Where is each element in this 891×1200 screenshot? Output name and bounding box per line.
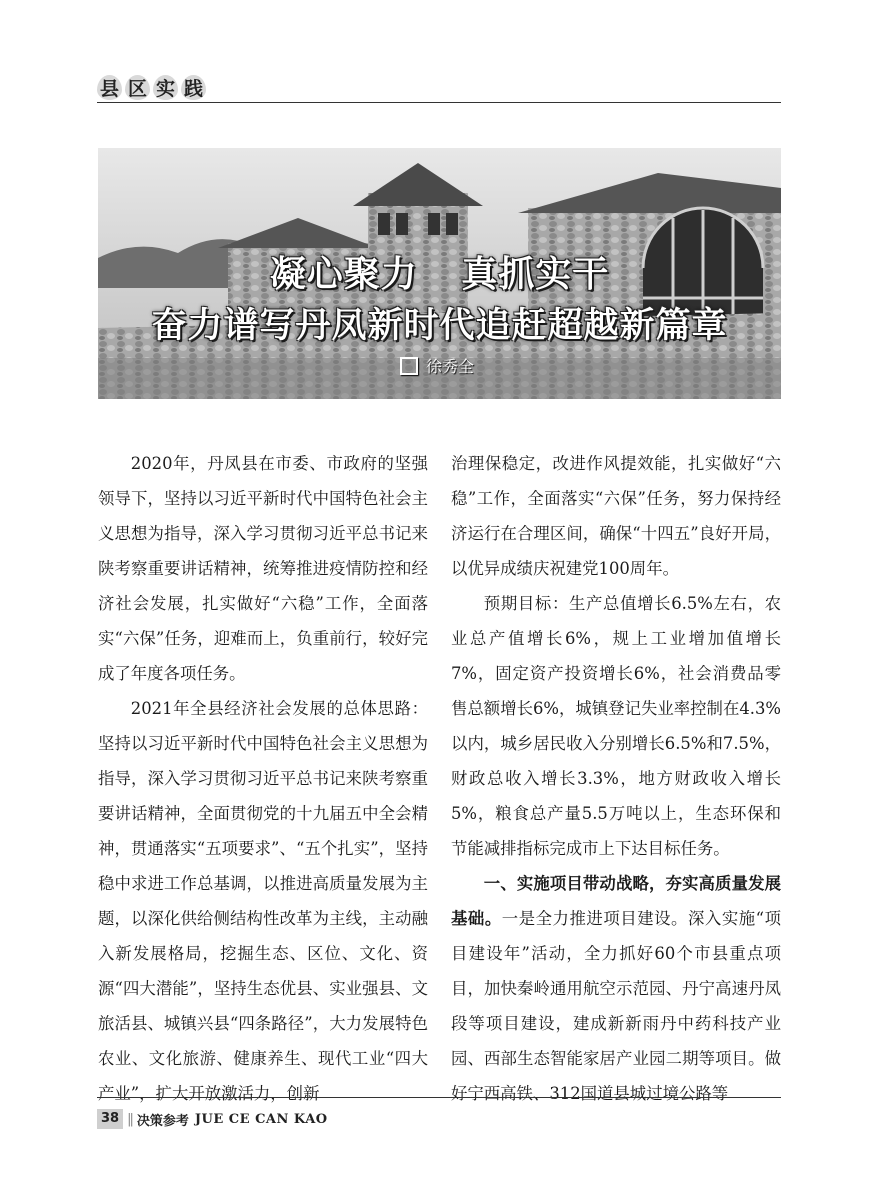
journal-name-en: JUE CE CAN KAO [194,1111,328,1127]
section-char: 实 [153,75,178,100]
section-char: 县 [97,75,122,100]
page-number: 38 [97,1109,123,1129]
article-column-left [98,446,428,1111]
header-divider [97,102,781,103]
article-title-line1: 凝心聚力 真抓实干 [269,254,610,295]
section-header [97,72,209,102]
section-heading: 一、实施项目带动战略，夯实高质量发展基础。 [451,874,781,928]
article-title-line2: 奋力谱写丹凤新时代追赶超越新篇章 [151,306,728,346]
author-byline [400,354,474,377]
page-footer [97,1108,328,1130]
section-char: 践 [181,75,206,100]
section-body: 一是全力推进项目建设。深入实施“项目建设年”活动，全力抓好60个市县重点项目，加快秦岭通用航空示范园、丹宁高速丹凤段等项目建设，建成新新雨丹中药科技产业园、西部生态智能家居产业园二期等项目。做好宁西高铁、312国道县城过境公路等 [451,909,781,1103]
paragraph: 2021年全县经济社会发展的总体思路：坚持以习近平新时代中国特色社会主义思想为指导，深入学习贯彻习近平总书记来陕考察重要讲话精神，全面贯彻党的十九届五中全会精神，贯通落实“五项要求”、“五个扎实”，坚持稳中求进工作总基调，以推进高质量发展为主题，以深化供给侧结构性改革为主线，主动融入新发展格局，挖掘生态、区位、文化、资源“四大潜能”，坚持生态优县、实业强县、文旅活县、城镇兴县“四条路径”，大力发展特色农业、文化旅游、健康养生、现代工业“四大产业”，扩大开放激活力，创新 [98,699,428,1103]
byline-box-icon [400,357,418,375]
footer-separator: || [127,1111,132,1127]
paragraph: 2020年，丹凤县在市委、市政府的坚强领导下，坚持以习近平新时代中国特色社会主义思想为指导，深入学习贯彻习近平总书记来陕考察重要讲话精神，统筹推进疫情防控和经济社会发展，扎实做好“六稳”工作，全面落实“六保”任务，迎难而上，负重前行，较好完成了年度各项任务。 [98,454,428,683]
article-column-right [451,446,781,1111]
paragraph-continuation: 治理保稳定，改进作风提效能，扎实做好“六稳”工作，全面落实“六保”任务，努力保持经济运行在合理区间，确保“十四五”良好开局，以优异成绩庆祝建党100周年。 [451,454,781,578]
section-char: 区 [125,75,150,100]
journal-name-cn: 决策参考 [136,1113,189,1129]
footer-divider [97,1097,781,1098]
paragraph: 预期目标：生产总值增长6.5%左右，农业总产值增长6%，规上工业增加值增长7%，固定资产投资增长6%，社会消费品零售总额增长6%，城镇登记失业率控制在4.3%以内，城乡居民收入分别增长6.5%和7.5%，财政总收入增长3.3%，地方财政收入增长5%，粮食总产量5.5万吨以上，生态环保和节能减排指标完成市上下达目标任务。 [451,594,781,858]
paragraph [451,866,781,1111]
author-name: 徐秀全 [426,357,475,376]
hero-banner [98,148,781,399]
